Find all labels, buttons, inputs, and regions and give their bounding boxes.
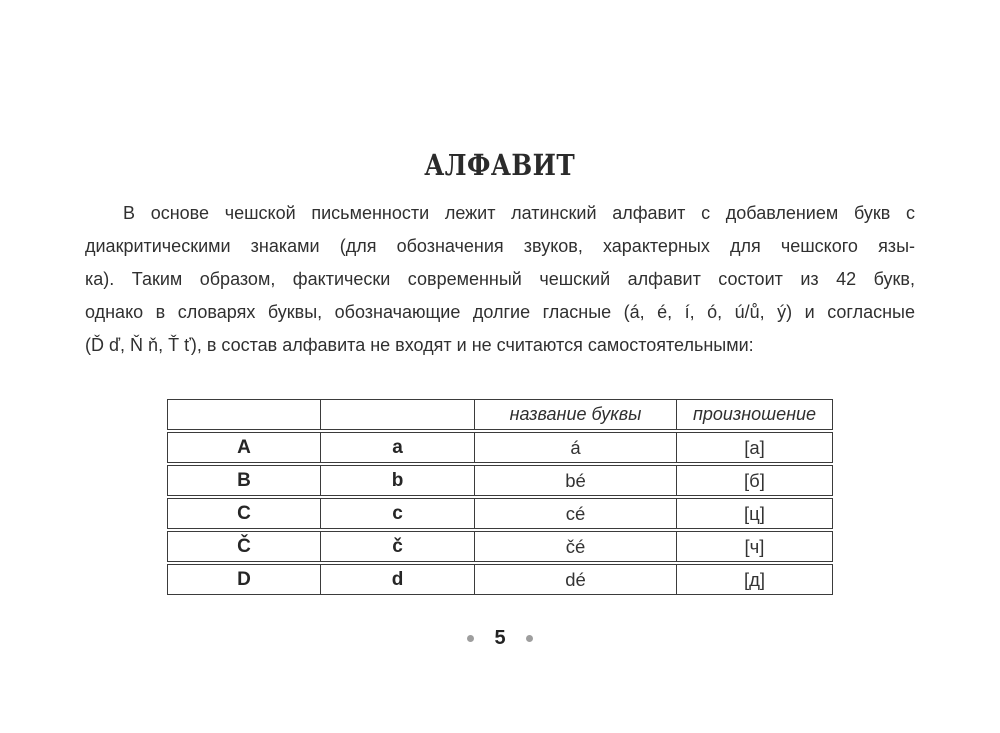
cell-uppercase: D <box>168 565 321 594</box>
table-row <box>167 564 833 595</box>
table-header-row <box>167 399 833 430</box>
cell-uppercase: B <box>168 466 321 495</box>
table-row <box>167 432 833 463</box>
cell-uppercase: A <box>168 433 321 462</box>
paragraph-line: однако в словарях буквы, обозначающие долгие гласные (á, é, í, ó, ú/ů, ý) и согласные <box>85 302 915 322</box>
paragraph-line: В основе чешской письменности лежит латинский алфавит с добавлением букв с <box>123 203 915 223</box>
page-title-text: АЛФАВИТ <box>424 148 576 183</box>
cell-letter-name: dé <box>475 565 677 594</box>
table-row <box>167 531 833 562</box>
header-cell-uppercase <box>168 400 321 429</box>
table-row <box>167 498 833 529</box>
cell-pronunciation: [д] <box>743 568 766 590</box>
page-title <box>0 148 1000 183</box>
paragraph-line: ка). Таким образом, фактически современный чешский алфавит состоит из 42 букв, <box>85 269 915 289</box>
cell-uppercase: C <box>168 499 321 528</box>
alphabet-table <box>167 399 833 597</box>
cell-lowercase: a <box>321 433 475 462</box>
cell-lowercase: c <box>321 499 475 528</box>
paragraph-line: диакритическими знаками (для обозначения звуков, характерных для чешского язы- <box>85 236 915 256</box>
cell-pronunciation: [ц] <box>744 502 765 524</box>
cell-pronunciation: [а] <box>744 436 765 458</box>
cell-lowercase: b <box>321 466 475 495</box>
footer-dot-right <box>526 635 533 642</box>
intro-paragraph <box>85 197 915 362</box>
page-footer <box>0 626 1000 650</box>
paragraph-line: (Ď ď, Ň ň, Ť ť), в состав алфавита не входят и не считаются самостоятельными: <box>85 335 754 355</box>
cell-lowercase: d <box>321 565 475 594</box>
header-cell-letter-name: название буквы <box>475 400 677 429</box>
cell-pronunciation: [ч] <box>744 535 765 557</box>
cell-pronunciation: [б] <box>744 469 765 491</box>
header-cell-lowercase <box>321 400 475 429</box>
table-row <box>167 465 833 496</box>
cell-lowercase: č <box>321 532 475 561</box>
page-number: 5 <box>494 627 506 649</box>
cell-uppercase: Č <box>168 532 321 561</box>
cell-letter-name: á <box>475 433 677 462</box>
footer-dot-left <box>467 635 474 642</box>
cell-letter-name: bé <box>475 466 677 495</box>
cell-letter-name: čé <box>475 532 677 561</box>
header-cell-pronunciation: произношение <box>692 404 817 424</box>
cell-letter-name: cé <box>475 499 677 528</box>
